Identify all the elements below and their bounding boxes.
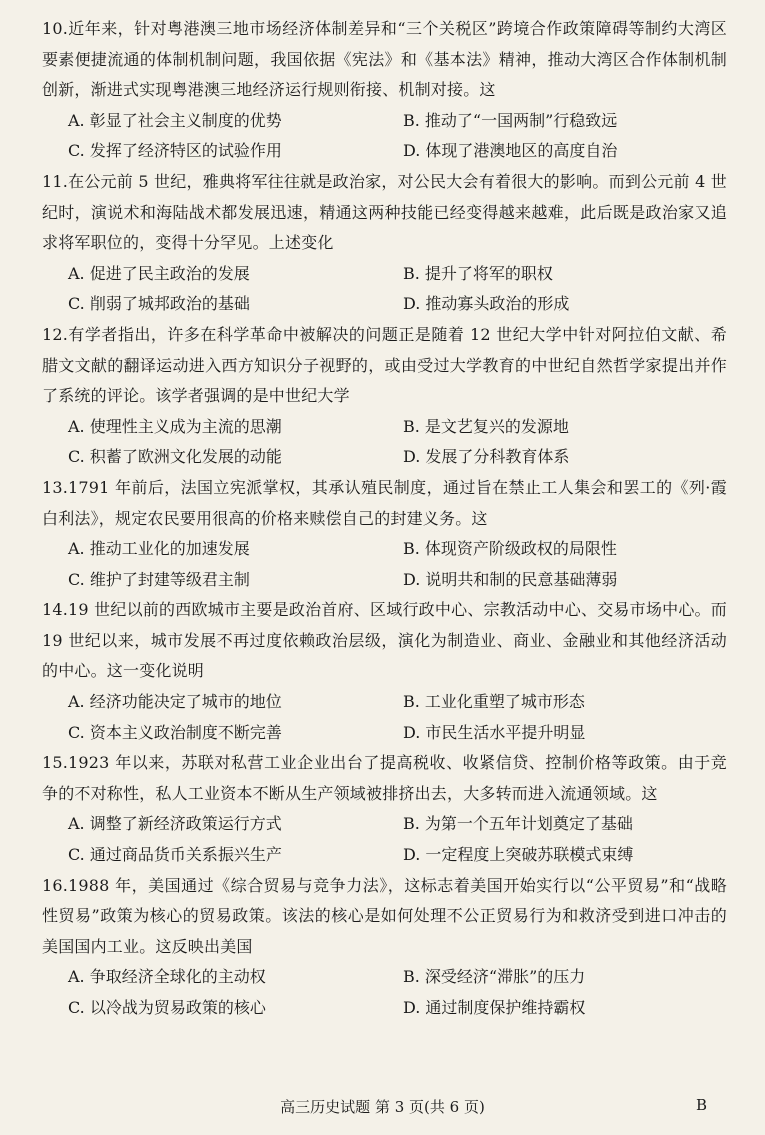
option-a: A. 争取经济全球化的主动权: [68, 967, 266, 987]
question-11: [42, 167, 727, 320]
question-stem: 14.19 世纪以前的西欧城市主要是政治首府、区域行政中心、宗教活动中心、交易市场中心。而 19 世纪以来，城市发展不再过度依赖政治层级，演化为制造业、商业、金融业和其他经济活动的中心。这一变化说明: [42, 600, 727, 681]
option-c: C. 以冷战为贸易政策的核心: [68, 998, 266, 1017]
question-stem: 12.有学者指出，许多在科学革命中被解决的问题正是随着 12 世纪大学中针对阿拉伯文献、希腊文文献的翻译运动进入西方知识分子视野的，或由受过大学教育的中世纪自然哲学家提出并作了系统的评论。该学者强调的是中世纪大学: [42, 324, 727, 406]
option-a: A. 推动工业化的加速发展: [68, 539, 250, 559]
option-d: D. 发展了分科教育体系: [403, 447, 570, 467]
option-a: A. 彰显了社会主义制度的优势: [68, 110, 282, 130]
question-14: [42, 595, 727, 748]
question-stem: 13.1791 年前后，法国立宪派掌权，其承认殖民制度，通过旨在禁止工人集会和罢工的《列·霞白利法》，规定农民要用很高的价格来赎偿自己的封建义务。这: [42, 477, 727, 528]
option-c: C. 维护了封建等级君主制: [68, 569, 250, 589]
option-c: C. 通过商品货币关系振兴生产: [68, 845, 282, 865]
question-stem: 15.1923 年以来，苏联对私营工业企业出台了提高税收、收紧信贷、控制价格等政策。由于竞争的不对称性，私人工业资本不断从生产领域被排挤出去，大多转而进入流通领域。这: [42, 753, 727, 803]
option-a: A. 经济功能决定了城市的地位: [68, 692, 282, 712]
option-a: A. 促进了民主政治的发展: [68, 263, 250, 283]
option-d: D. 通过制度保护维持霸权: [403, 998, 586, 1017]
options: [42, 259, 727, 320]
question-15: [42, 748, 727, 870]
paper-version-label: B: [695, 1096, 707, 1114]
option-c: C. 发挥了经济特区的试验作用: [68, 141, 282, 161]
option-d: D. 一定程度上突破苏联模式束缚: [403, 845, 634, 865]
question-16: [42, 871, 727, 1024]
option-d: D. 市民生活水平提升明显: [403, 722, 586, 742]
options: [42, 687, 727, 748]
option-b: B. 为第一个五年计划奠定了基础: [403, 814, 633, 834]
option-b: B. 工业化重塑了城市形态: [403, 692, 585, 712]
question-stem: 10.近年来，针对粤港澳三地市场经济体制差异和“三个关税区”跨境合作政策障碍等制约大湾区要素便捷流通的体制机制问题，我国依据《宪法》和《基本法》精神，推动大湾区合作体制机制创新，渐进式实现粤港澳三地经济运行规则衔接、机制对接。这: [42, 19, 727, 100]
option-d: D. 说明共和制的民意基础薄弱: [403, 569, 618, 589]
options: [42, 809, 727, 870]
question-stem: 16.1988 年，美国通过《综合贸易与竞争力法》，这标志着美国开始实行以“公平贸易”和“战略性贸易”政策为核心的贸易政策。该法的核心是如何处理不公正贸易行为和救济受到进口冲击的美国国内工业。这反映出美国: [42, 875, 727, 956]
option-b: B. 是文艺复兴的发源地: [403, 416, 569, 436]
question-stem: 11.在公元前 5 世纪，雅典将军往往就是政治家，对公民大会有着很大的影响。而到公元前 4 世纪时，演说术和海陆战术都发展迅速，精通这两种技能已经变得越来越难，此后既是政治家又追求将军职位的，变得十分罕见。上述变化: [42, 171, 727, 253]
option-c: C. 削弱了城邦政治的基础: [68, 294, 250, 314]
question-12: [42, 320, 727, 473]
option-b: B. 提升了将军的职权: [403, 263, 553, 283]
option-a: A. 使理性主义成为主流的思潮: [68, 416, 282, 436]
option-d: D. 体现了港澳地区的高度自治: [403, 141, 618, 161]
question-10: [42, 14, 727, 167]
question-13: [42, 473, 727, 595]
options: [42, 106, 727, 167]
page-footer: 高三历史试题 第 3 页(共 6 页): [280, 1098, 485, 1116]
option-c: C. 积蓄了欧洲文化发展的动能: [68, 447, 282, 467]
options: [42, 412, 727, 473]
option-b: B. 体现资产阶级政权的局限性: [403, 539, 617, 559]
option-d: D. 推动寡头政治的形成: [403, 294, 570, 314]
option-a: A. 调整了新经济政策运行方式: [68, 814, 282, 834]
option-c: C. 资本主义政治制度不断完善: [68, 722, 282, 742]
options: [42, 534, 727, 595]
option-b: B. 深受经济“滞胀”的压力: [403, 967, 586, 987]
option-b: B. 推动了“一国两制”行稳致远: [403, 110, 618, 130]
options: [42, 962, 727, 1023]
